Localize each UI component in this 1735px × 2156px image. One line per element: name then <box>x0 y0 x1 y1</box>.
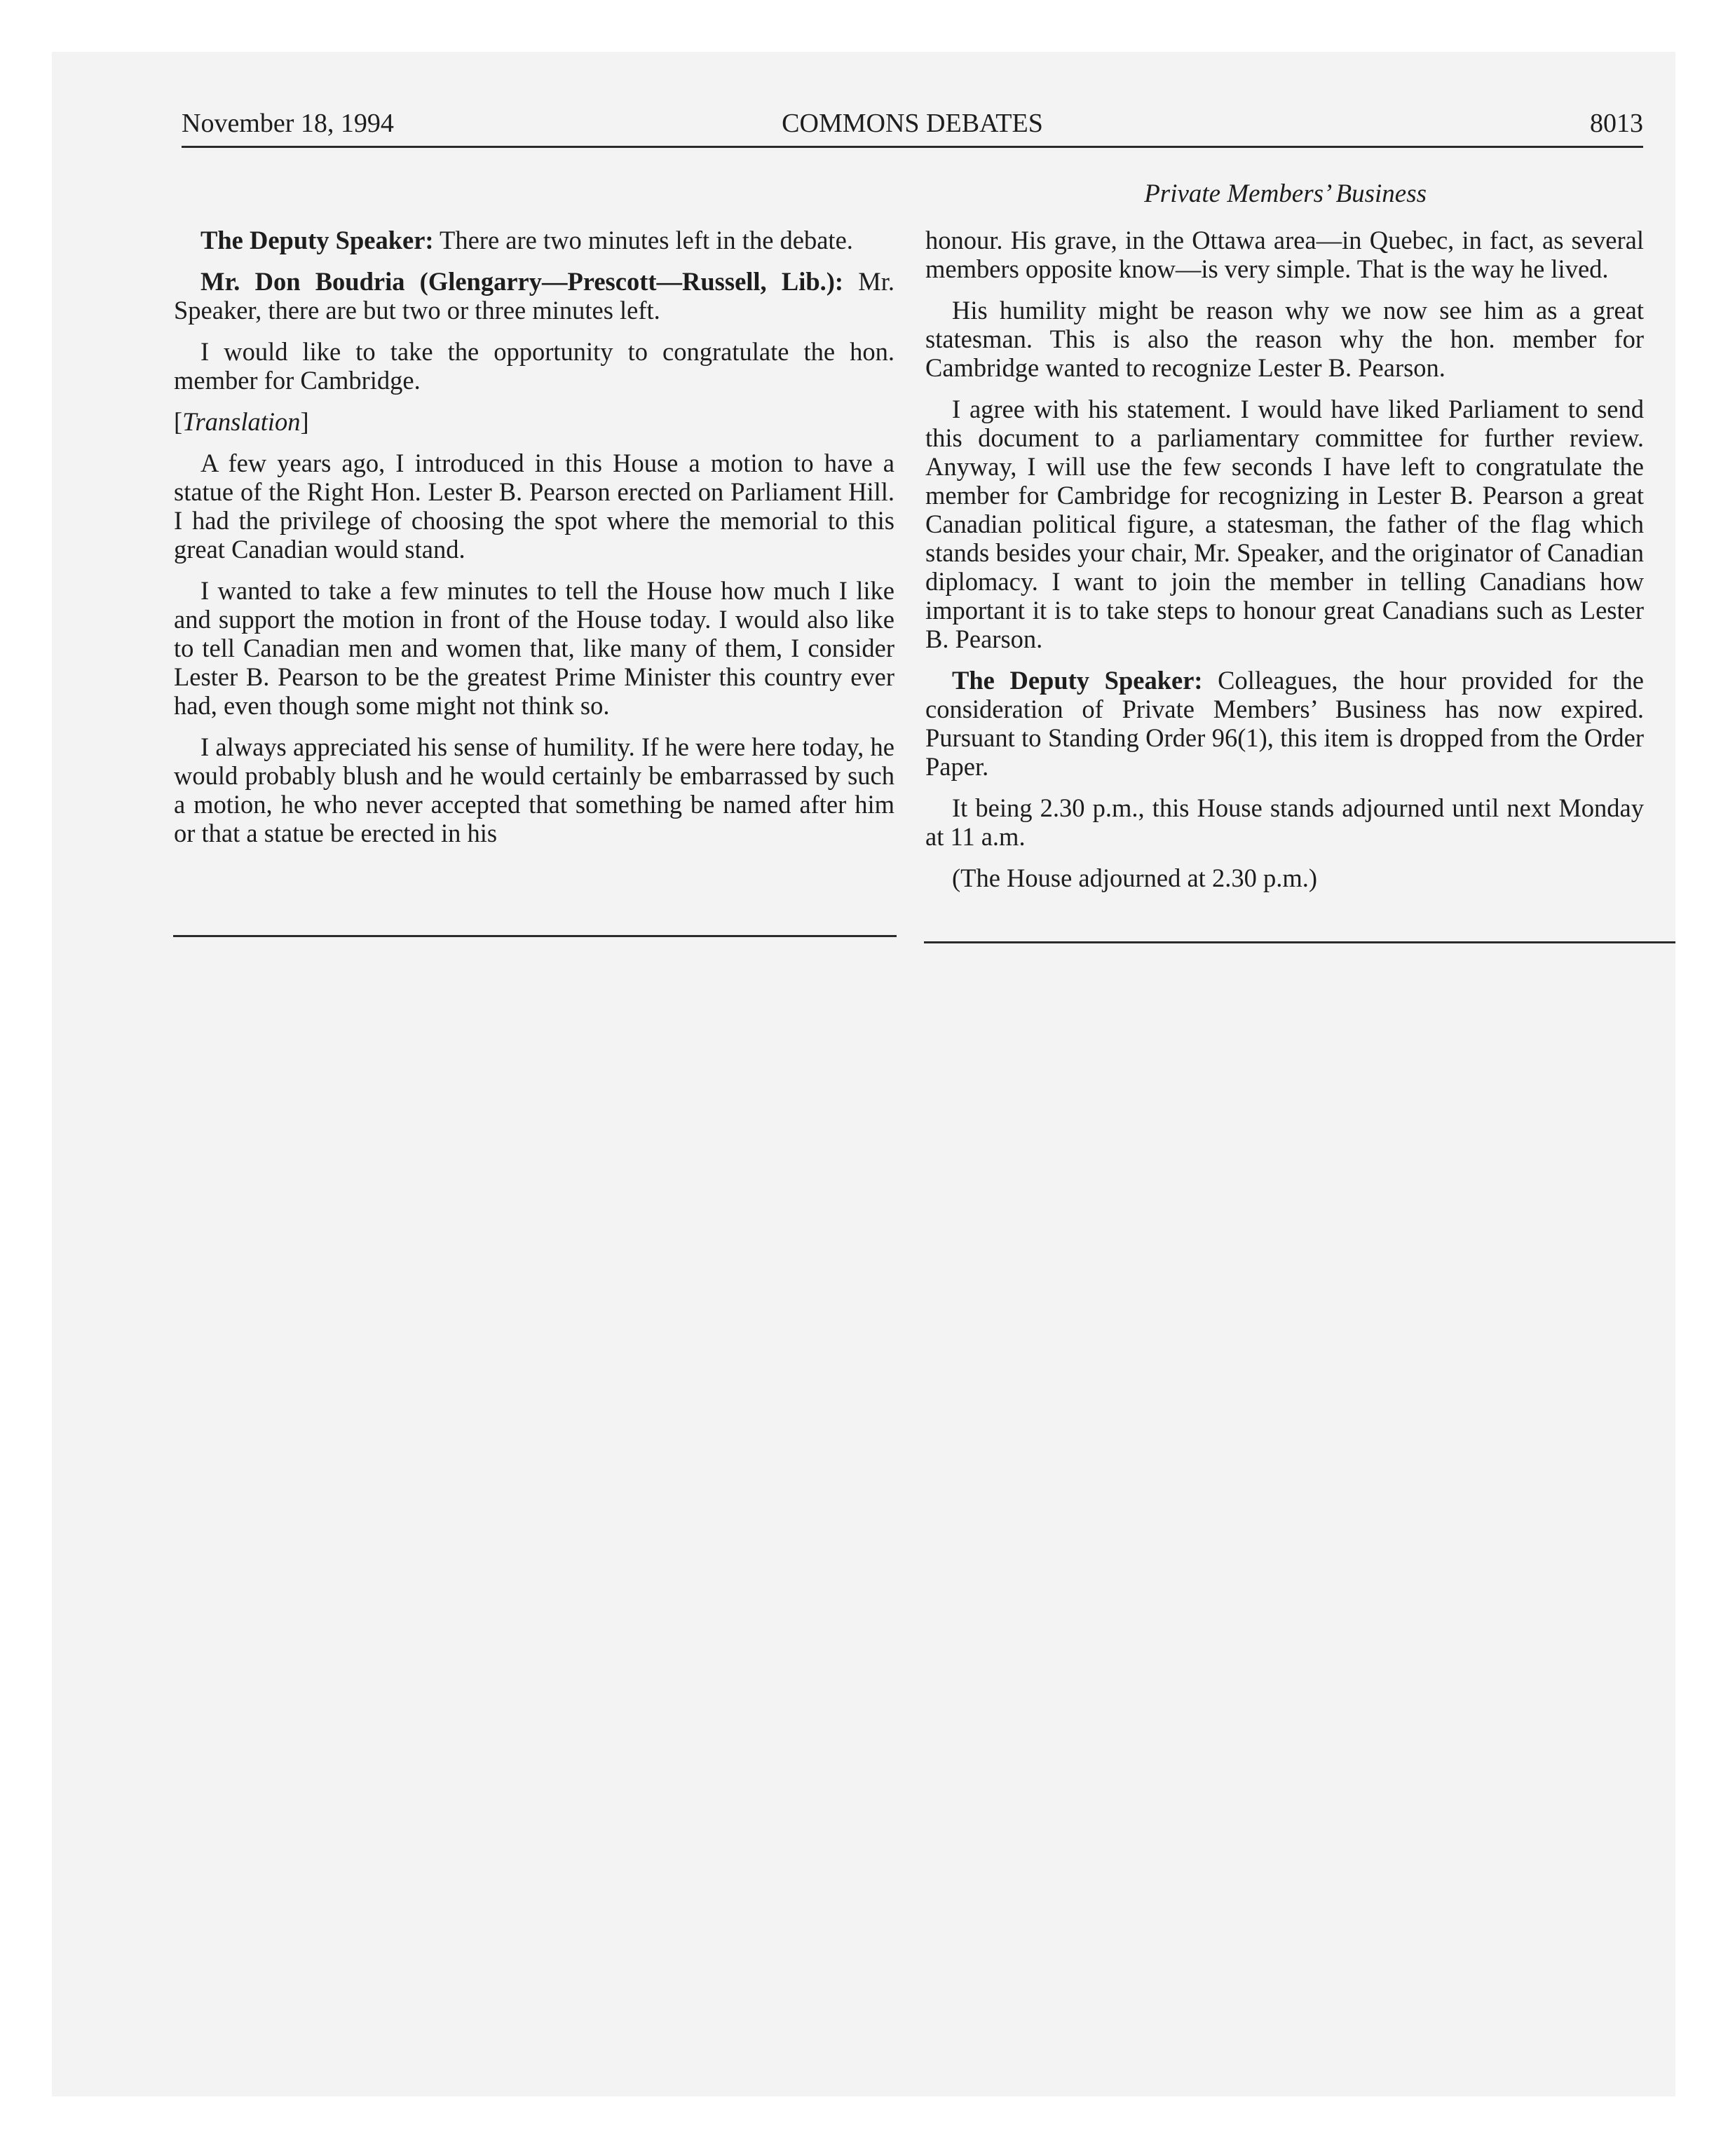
page-header <box>182 104 1643 143</box>
paragraph: I always appreciated his sense of humility. If he were here today, he would probably blush and he would certainly be embarrassed by such a motion, he who never accepted that something be named after him or that a statue be erected in his <box>174 732 894 847</box>
header-date: November 18, 1994 <box>182 109 394 138</box>
paragraph: honour. His grave, in the Ottawa area—in Quebec, in fact, as several members opposite know—is very simple. That is the way he lived. <box>925 226 1644 283</box>
paragraph: It being 2.30 p.m., this House stands adjourned until next Monday at 11 a.m. <box>925 793 1644 851</box>
header-rule <box>182 146 1643 148</box>
translation-open-bracket: [ <box>174 407 183 436</box>
right-column <box>925 226 1644 892</box>
speaker-name: The Deputy Speaker: <box>200 226 434 254</box>
paragraph: His humility might be reason why we now see him as a great statesman. This is also the reason why the hon. member for Cambridge wanted to recognize Lester B. Pearson. <box>925 296 1644 382</box>
header-page-number: 8013 <box>1590 109 1643 138</box>
footer-rule-right <box>924 941 1675 943</box>
speech-text: Mr. Speaker, there are but two or three minutes left. <box>174 267 894 325</box>
translation-marker <box>174 407 894 436</box>
speech-text: There are two minutes left in the debate. <box>433 226 853 254</box>
translation-label: Translation <box>182 407 301 436</box>
paragraph: I wanted to take a few minutes to tell the House how much I like and support the motion in front of the House today. I would also like to tell Canadian men and women that, like many of them, I consider Lester B. Pearson to be the greatest Prime Minister this country ever had, even though some might not think so. <box>174 576 894 720</box>
paragraph <box>174 267 894 325</box>
speech-text: Colleagues, the hour provided for the consideration of Private Members’ Business has now expired. Pursuant to Standing Order 96(1), this item is dropped from the Order Paper. <box>925 666 1644 781</box>
translation-close-bracket: ] <box>300 407 309 436</box>
paragraph: (The House adjourned at 2.30 p.m.) <box>952 864 1317 892</box>
paragraph: I agree with his statement. I would have liked Parliament to send this document to a parliamentary committee for further review. Anyway, I will use the few seconds I have left to congratulate the member for Cambridge for recognizing in Lester B. Pearson a great Canadian political figure, a statesman, the father of the flag which stands besides your chair, Mr. Speaker, and the originator of Canadian diplomacy. I want to join the member in telling Canadians how important it is to take steps to honour great Canadians such as Lester B. Pearson. <box>925 395 1644 653</box>
header-title: COMMONS DEBATES <box>782 109 1043 138</box>
paragraph: A few years ago, I introduced in this House a motion to have a statue of the Right Hon. Lester B. Pearson erected on Parliament Hill. I had the privilege of choosing the spot where the memorial to this great Canadian would stand. <box>174 449 894 564</box>
paragraph <box>925 666 1644 781</box>
footer-rule-left <box>173 935 897 937</box>
speaker-name: Mr. Don Boudria (Glengarry—Prescott—Russell, Lib.): <box>200 267 844 296</box>
paragraph <box>174 226 894 254</box>
speaker-name: The Deputy Speaker: <box>952 666 1203 695</box>
left-column <box>174 226 894 847</box>
section-title: Private Members’ Business <box>1144 179 1427 208</box>
paragraph: I would like to take the opportunity to congratulate the hon. member for Cambridge. <box>174 337 894 395</box>
